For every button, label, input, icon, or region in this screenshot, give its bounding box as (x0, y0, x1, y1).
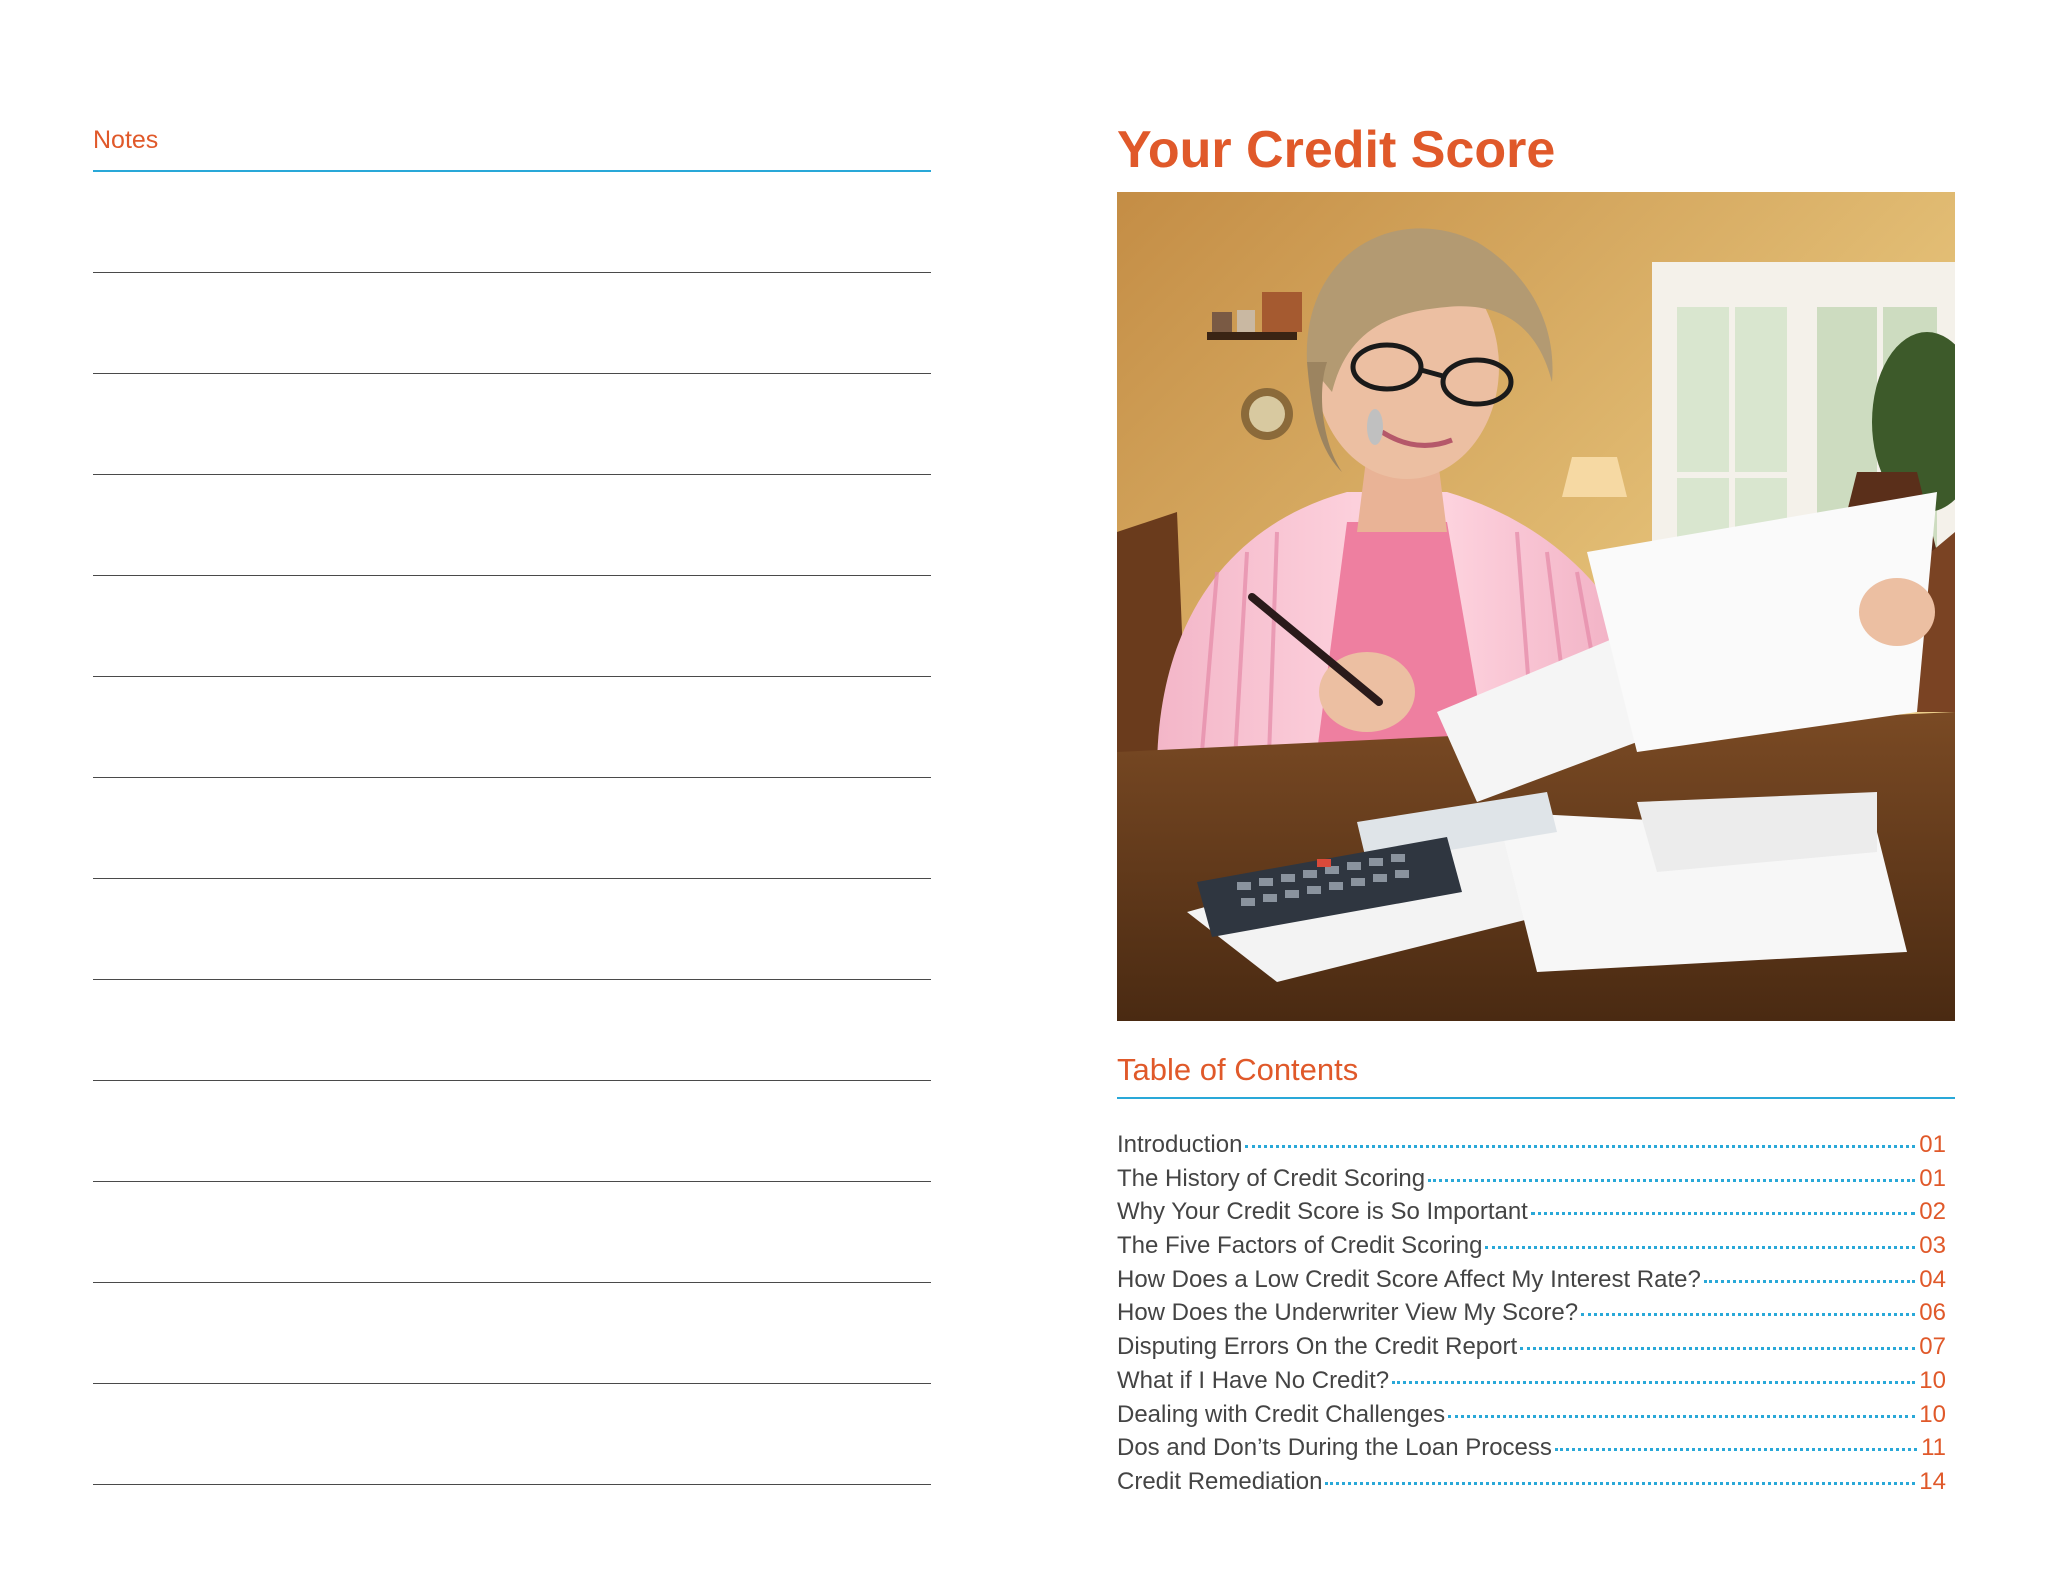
toc-entry-label: Disputing Errors On the Credit Report (1117, 1333, 1518, 1361)
toc-entry-label: Dealing with Credit Challenges (1117, 1400, 1446, 1428)
toc-list (1117, 1131, 1946, 1502)
toc-leader-dots (1392, 1381, 1915, 1384)
toc-entry-page: 02 (1919, 1198, 1946, 1226)
toc-entry[interactable] (1117, 1367, 1946, 1401)
note-line (93, 1283, 931, 1384)
toc-entry[interactable] (1117, 1165, 1946, 1199)
toc-title: Table of Contents (1117, 1049, 1955, 1099)
toc-entry-page: 14 (1919, 1467, 1946, 1495)
toc-entry[interactable] (1117, 1333, 1946, 1367)
toc-leader-dots (1448, 1415, 1915, 1418)
note-line (93, 1081, 931, 1182)
toc-leader-dots (1520, 1347, 1915, 1350)
toc-entry-label: The Five Factors of Credit Scoring (1117, 1232, 1483, 1260)
toc-entry-label: How Does the Underwriter View My Score? (1117, 1299, 1579, 1327)
toc-leader-dots (1428, 1179, 1915, 1182)
toc-leader-dots (1555, 1448, 1917, 1451)
toc-entry-page: 10 (1919, 1400, 1946, 1428)
toc-leader-dots (1704, 1280, 1915, 1283)
toc-entry-page: 04 (1919, 1265, 1946, 1293)
toc-leader-dots (1245, 1145, 1915, 1148)
toc-entry-page: 07 (1919, 1333, 1946, 1361)
toc-entry[interactable] (1117, 1131, 1946, 1165)
toc-entry[interactable] (1117, 1434, 1946, 1468)
toc-entry-label: Introduction (1117, 1131, 1243, 1158)
toc-entry-label: The History of Credit Scoring (1117, 1164, 1426, 1192)
toc-entry[interactable] (1117, 1266, 1946, 1300)
toc-entry-label: Credit Remediation (1117, 1467, 1323, 1495)
toc-leader-dots (1485, 1246, 1915, 1249)
toc-leader-dots (1581, 1313, 1915, 1316)
note-line (93, 374, 931, 475)
note-line (93, 172, 931, 273)
toc-entry-label: How Does a Low Credit Score Affect My Interest Rate? (1117, 1265, 1701, 1293)
note-line (93, 1182, 931, 1283)
note-line (93, 980, 931, 1081)
toc-entry-page: 01 (1919, 1131, 1946, 1158)
note-line (93, 879, 931, 980)
toc-entry[interactable] (1117, 1232, 1946, 1266)
right-page (1117, 118, 1955, 1502)
toc-leader-dots (1531, 1212, 1915, 1215)
note-line (93, 677, 931, 778)
toc-entry[interactable] (1117, 1198, 1946, 1232)
note-line (93, 475, 931, 576)
note-line (93, 273, 931, 374)
notes-title: Notes (93, 122, 931, 172)
note-line (93, 778, 931, 879)
notes-section (93, 122, 931, 1485)
toc-entry-page: 01 (1919, 1164, 1946, 1192)
toc-entry-label: What if I Have No Credit? (1117, 1366, 1390, 1394)
toc-entry-label: Dos and Don’ts During the Loan Process (1117, 1434, 1552, 1462)
note-line (93, 1384, 931, 1485)
note-line (93, 576, 931, 677)
page-title: Your Credit Score (1117, 121, 1556, 179)
toc-entry-page: 11 (1921, 1434, 1946, 1462)
toc-entry[interactable] (1117, 1299, 1946, 1333)
toc-entry[interactable] (1117, 1468, 1946, 1502)
woman-reviewing-bills-photo (1117, 192, 1955, 1021)
toc-entry-label: Why Your Credit Score is So Important (1117, 1198, 1528, 1226)
toc-entry-page: 10 (1919, 1366, 1946, 1394)
note-lines (93, 172, 931, 1485)
toc-entry-page: 06 (1919, 1299, 1946, 1327)
toc-entry[interactable] (1117, 1401, 1946, 1435)
toc-entry-page: 03 (1919, 1232, 1946, 1260)
toc-leader-dots (1325, 1482, 1915, 1485)
